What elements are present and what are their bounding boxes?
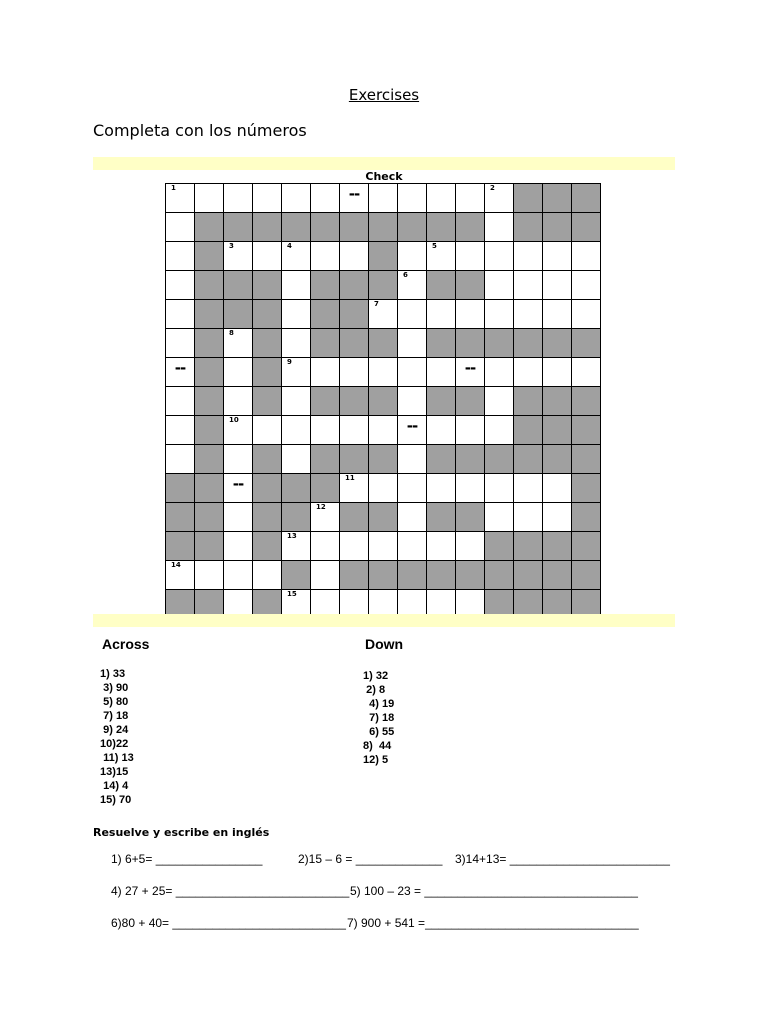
crossword-cell[interactable] bbox=[340, 416, 369, 445]
crossword-block-cell bbox=[514, 416, 543, 445]
crossword-block-cell bbox=[514, 329, 543, 358]
crossword-cell[interactable] bbox=[166, 387, 195, 416]
crossword-block-cell bbox=[253, 358, 282, 387]
crossword-cell[interactable] bbox=[485, 184, 514, 213]
crossword-block-cell bbox=[456, 445, 485, 474]
crossword-block-cell bbox=[253, 532, 282, 561]
crossword-cell[interactable] bbox=[514, 503, 543, 532]
crossword-cell[interactable] bbox=[224, 329, 253, 358]
crossword-cell[interactable] bbox=[311, 532, 340, 561]
crossword-cell[interactable] bbox=[369, 184, 398, 213]
crossword-cell[interactable] bbox=[224, 445, 253, 474]
clue-item: 2) 8 bbox=[360, 684, 386, 696]
crossword-block-cell bbox=[369, 213, 398, 242]
crossword-block-cell bbox=[340, 271, 369, 300]
crossword-cell[interactable] bbox=[311, 503, 340, 532]
crossword-cell[interactable] bbox=[224, 474, 253, 503]
crossword-cell[interactable] bbox=[311, 561, 340, 590]
crossword-cell[interactable] bbox=[282, 242, 311, 271]
crossword-cell[interactable] bbox=[456, 474, 485, 503]
crossword-cell[interactable] bbox=[456, 300, 485, 329]
clue-item: 14) 4 bbox=[97, 780, 129, 792]
hyphen-mark: -- bbox=[174, 359, 186, 377]
crossword-cell[interactable] bbox=[253, 561, 282, 590]
crossword-cell[interactable] bbox=[514, 474, 543, 503]
crossword-cell[interactable] bbox=[340, 242, 369, 271]
crossword-block-cell bbox=[456, 271, 485, 300]
crossword-block-cell bbox=[253, 213, 282, 242]
crossword-cell[interactable] bbox=[195, 561, 224, 590]
crossword-cell[interactable] bbox=[166, 213, 195, 242]
crossword-block-cell bbox=[195, 271, 224, 300]
crossword-block-cell bbox=[253, 474, 282, 503]
crossword-block-cell bbox=[572, 445, 601, 474]
crossword-block-cell bbox=[543, 416, 572, 445]
crossword-cell[interactable] bbox=[224, 242, 253, 271]
crossword-cell[interactable] bbox=[572, 300, 601, 329]
crossword-block-cell bbox=[456, 561, 485, 590]
crossword-block-cell bbox=[485, 561, 514, 590]
crossword-block-cell bbox=[427, 503, 456, 532]
crossword-block-cell bbox=[369, 445, 398, 474]
crossword-cell[interactable] bbox=[340, 358, 369, 387]
crossword-block-cell bbox=[543, 445, 572, 474]
clue-number: 7 bbox=[374, 300, 379, 308]
clue-number: 4 bbox=[287, 242, 292, 250]
exercise-item: 3)14+13= ________________________ bbox=[455, 852, 670, 866]
clue-number: 6 bbox=[403, 271, 408, 279]
crossword-cell[interactable] bbox=[456, 358, 485, 387]
clue-number: 2 bbox=[490, 184, 495, 192]
crossword-cell[interactable] bbox=[572, 242, 601, 271]
crossword-block-cell bbox=[456, 387, 485, 416]
clue-number: 8 bbox=[229, 329, 234, 337]
crossword-block-cell bbox=[514, 184, 543, 213]
crossword-block-cell bbox=[514, 532, 543, 561]
top-highlight-band bbox=[93, 157, 675, 170]
crossword-block-cell bbox=[456, 503, 485, 532]
crossword-cell[interactable] bbox=[543, 242, 572, 271]
instruction-heading: Completa con los números bbox=[93, 121, 307, 140]
crossword-cell[interactable] bbox=[166, 300, 195, 329]
crossword-cell[interactable] bbox=[398, 271, 427, 300]
crossword-block-cell bbox=[572, 184, 601, 213]
crossword-cell[interactable] bbox=[398, 532, 427, 561]
crossword-cell[interactable] bbox=[485, 242, 514, 271]
crossword-block-cell bbox=[543, 532, 572, 561]
hyphen-mark: -- bbox=[406, 417, 418, 435]
crossword-block-cell bbox=[311, 271, 340, 300]
crossword-cell[interactable] bbox=[398, 416, 427, 445]
crossword-cell[interactable] bbox=[427, 300, 456, 329]
crossword-block-cell bbox=[572, 329, 601, 358]
crossword-cell[interactable] bbox=[282, 184, 311, 213]
crossword-cell[interactable] bbox=[485, 416, 514, 445]
crossword-block-cell bbox=[514, 561, 543, 590]
crossword-cell[interactable] bbox=[340, 532, 369, 561]
crossword-block-cell bbox=[340, 503, 369, 532]
crossword-cell[interactable] bbox=[166, 271, 195, 300]
crossword-block-cell bbox=[369, 561, 398, 590]
crossword-block-cell bbox=[572, 387, 601, 416]
crossword-cell[interactable] bbox=[253, 416, 282, 445]
crossword-block-cell bbox=[195, 213, 224, 242]
across-clue-list bbox=[97, 667, 134, 807]
clue-item: 9) 24 bbox=[97, 724, 129, 736]
crossword-block-cell bbox=[456, 213, 485, 242]
crossword-block-cell bbox=[427, 271, 456, 300]
exercise-item: 6)80 + 40= __________________________ bbox=[111, 916, 346, 930]
crossword-cell[interactable] bbox=[427, 242, 456, 271]
crossword-cell[interactable] bbox=[311, 358, 340, 387]
crossword-block-cell bbox=[195, 474, 224, 503]
crossword-block-cell bbox=[311, 387, 340, 416]
crossword-block-cell bbox=[282, 213, 311, 242]
crossword-cell[interactable] bbox=[195, 184, 224, 213]
clue-number: 5 bbox=[432, 242, 437, 250]
clue-item: 15) 70 bbox=[97, 794, 132, 806]
crossword-block-cell bbox=[195, 242, 224, 271]
crossword-block-cell bbox=[485, 532, 514, 561]
crossword-block-cell bbox=[311, 213, 340, 242]
crossword-cell[interactable] bbox=[572, 271, 601, 300]
crossword-block-cell bbox=[572, 416, 601, 445]
crossword-cell[interactable] bbox=[166, 184, 195, 213]
crossword-cell[interactable] bbox=[485, 358, 514, 387]
crossword-cell[interactable] bbox=[340, 474, 369, 503]
crossword-block-cell bbox=[311, 300, 340, 329]
clue-number: 12 bbox=[316, 503, 326, 511]
crossword-cell[interactable] bbox=[514, 358, 543, 387]
crossword-block-cell bbox=[340, 387, 369, 416]
crossword-cell[interactable] bbox=[398, 474, 427, 503]
crossword-cell[interactable] bbox=[398, 329, 427, 358]
crossword-block-cell bbox=[485, 329, 514, 358]
crossword-block-cell bbox=[253, 300, 282, 329]
crossword-cell[interactable] bbox=[456, 532, 485, 561]
crossword-cell[interactable] bbox=[456, 416, 485, 445]
crossword-cell[interactable] bbox=[282, 445, 311, 474]
crossword-cell[interactable] bbox=[427, 532, 456, 561]
clue-number: 13 bbox=[287, 532, 297, 540]
crossword-block-cell bbox=[340, 561, 369, 590]
crossword-cell[interactable] bbox=[514, 271, 543, 300]
crossword-cell[interactable] bbox=[166, 329, 195, 358]
crossword-cell[interactable] bbox=[282, 329, 311, 358]
clue-item: 6) 55 bbox=[360, 726, 395, 738]
crossword-block-cell bbox=[195, 329, 224, 358]
crossword-cell[interactable] bbox=[514, 242, 543, 271]
crossword-cell[interactable] bbox=[224, 503, 253, 532]
crossword-cell[interactable] bbox=[485, 271, 514, 300]
crossword-block-cell bbox=[427, 445, 456, 474]
crossword-block-cell bbox=[340, 329, 369, 358]
crossword-cell[interactable] bbox=[224, 358, 253, 387]
clue-number: 15 bbox=[287, 590, 297, 598]
hyphen-mark: -- bbox=[348, 185, 360, 203]
crossword-cell[interactable] bbox=[282, 532, 311, 561]
crossword-cell[interactable] bbox=[282, 416, 311, 445]
crossword-cell[interactable] bbox=[398, 358, 427, 387]
crossword-cell[interactable] bbox=[485, 300, 514, 329]
crossword-cell[interactable] bbox=[398, 300, 427, 329]
crossword-cell[interactable] bbox=[253, 242, 282, 271]
down-heading: Down bbox=[365, 636, 404, 652]
crossword-block-cell bbox=[427, 329, 456, 358]
clue-number: 14 bbox=[171, 561, 181, 569]
crossword-cell[interactable] bbox=[543, 503, 572, 532]
exercise-item: 1) 6+5= ________________ bbox=[111, 852, 263, 866]
crossword-block-cell bbox=[340, 213, 369, 242]
crossword-block-cell bbox=[572, 213, 601, 242]
crossword-block-cell bbox=[543, 329, 572, 358]
crossword-block-cell bbox=[572, 532, 601, 561]
crossword-cell[interactable] bbox=[485, 503, 514, 532]
crossword-block-cell bbox=[369, 242, 398, 271]
hyphen-mark: -- bbox=[232, 475, 244, 493]
bottom-highlight-band bbox=[93, 614, 675, 627]
crossword-block-cell bbox=[485, 445, 514, 474]
crossword-block-cell bbox=[543, 387, 572, 416]
crossword-cell[interactable] bbox=[427, 474, 456, 503]
crossword-block-cell bbox=[543, 184, 572, 213]
crossword-block-cell bbox=[572, 474, 601, 503]
crossword-cell[interactable] bbox=[427, 416, 456, 445]
crossword-cell[interactable] bbox=[311, 242, 340, 271]
crossword-block-cell bbox=[195, 416, 224, 445]
down-clue-list bbox=[360, 669, 394, 767]
crossword-block-cell bbox=[166, 532, 195, 561]
clue-item: 3) 90 bbox=[97, 682, 129, 694]
crossword-block-cell bbox=[398, 213, 427, 242]
crossword-block-cell bbox=[195, 503, 224, 532]
crossword-cell[interactable] bbox=[224, 532, 253, 561]
crossword-block-cell bbox=[514, 213, 543, 242]
clue-number: 10 bbox=[229, 416, 239, 424]
crossword-block-cell bbox=[166, 503, 195, 532]
crossword-cell[interactable] bbox=[166, 445, 195, 474]
crossword-cell[interactable] bbox=[166, 358, 195, 387]
hyphen-mark: -- bbox=[464, 359, 476, 377]
crossword-cell[interactable] bbox=[543, 474, 572, 503]
crossword-cell[interactable] bbox=[224, 387, 253, 416]
clue-number: 11 bbox=[345, 474, 355, 482]
crossword-cell[interactable] bbox=[427, 184, 456, 213]
crossword-block-cell bbox=[427, 561, 456, 590]
crossword-block-cell bbox=[311, 329, 340, 358]
crossword-block-cell bbox=[311, 445, 340, 474]
crossword-cell[interactable] bbox=[369, 416, 398, 445]
check-label: Check bbox=[365, 170, 403, 183]
crossword-block-cell bbox=[253, 271, 282, 300]
crossword-block-cell bbox=[282, 561, 311, 590]
crossword-block-cell bbox=[166, 474, 195, 503]
exercise-item: 4) 27 + 25= __________________________ bbox=[111, 884, 350, 898]
crossword-cell[interactable] bbox=[572, 358, 601, 387]
crossword-block-cell bbox=[369, 329, 398, 358]
crossword-block-cell bbox=[253, 329, 282, 358]
crossword-cell[interactable] bbox=[166, 242, 195, 271]
crossword-block-cell bbox=[282, 503, 311, 532]
clue-item: 8) 44 bbox=[360, 740, 392, 752]
crossword-block-cell bbox=[514, 387, 543, 416]
crossword-block-cell bbox=[427, 213, 456, 242]
clue-item: 1) 33 bbox=[97, 668, 126, 680]
crossword-cell[interactable] bbox=[224, 561, 253, 590]
crossword-cell[interactable] bbox=[282, 358, 311, 387]
crossword-block-cell bbox=[456, 329, 485, 358]
crossword-cell[interactable] bbox=[311, 416, 340, 445]
crossword-block-cell bbox=[224, 271, 253, 300]
crossword-cell[interactable] bbox=[427, 358, 456, 387]
crossword-cell[interactable] bbox=[282, 300, 311, 329]
crossword-block-cell bbox=[224, 213, 253, 242]
crossword-cell[interactable] bbox=[456, 242, 485, 271]
crossword-cell[interactable] bbox=[398, 445, 427, 474]
clue-item: 5) 80 bbox=[97, 696, 129, 708]
crossword-cell[interactable] bbox=[340, 184, 369, 213]
crossword-cell[interactable] bbox=[543, 271, 572, 300]
crossword-block-cell bbox=[195, 532, 224, 561]
page-title: Exercises bbox=[348, 86, 420, 104]
crossword-cell[interactable] bbox=[398, 503, 427, 532]
crossword-block-cell bbox=[253, 503, 282, 532]
crossword-block-cell bbox=[311, 474, 340, 503]
crossword-cell[interactable] bbox=[253, 184, 282, 213]
crossword-block-cell bbox=[369, 387, 398, 416]
crossword-block-cell bbox=[398, 561, 427, 590]
crossword-cell[interactable] bbox=[398, 184, 427, 213]
clue-number: 9 bbox=[287, 358, 292, 366]
crossword-block-cell bbox=[543, 213, 572, 242]
crossword-block-cell bbox=[282, 474, 311, 503]
crossword-cell[interactable] bbox=[485, 213, 514, 242]
crossword-cell[interactable] bbox=[369, 474, 398, 503]
crossword-cell[interactable] bbox=[166, 416, 195, 445]
crossword-block-cell bbox=[253, 445, 282, 474]
crossword-block-cell bbox=[369, 503, 398, 532]
crossword-block-cell bbox=[427, 387, 456, 416]
crossword-cell[interactable] bbox=[398, 242, 427, 271]
crossword-block-cell bbox=[195, 300, 224, 329]
crossword-cell[interactable] bbox=[514, 300, 543, 329]
crossword-cell[interactable] bbox=[224, 416, 253, 445]
crossword-cell[interactable] bbox=[543, 300, 572, 329]
clue-item: 1) 32 bbox=[360, 670, 389, 682]
crossword-block-cell bbox=[195, 445, 224, 474]
crossword-cell[interactable] bbox=[369, 358, 398, 387]
exercise-item: 2)15 – 6 = _____________ bbox=[298, 852, 443, 866]
clue-item: 7) 18 bbox=[360, 712, 395, 724]
crossword-cell[interactable] bbox=[369, 532, 398, 561]
crossword-block-cell bbox=[543, 561, 572, 590]
crossword-block-cell bbox=[195, 387, 224, 416]
clue-item: 11) 13 bbox=[97, 752, 134, 764]
crossword-block-cell bbox=[369, 271, 398, 300]
clue-number: 3 bbox=[229, 242, 234, 250]
crossword-cell[interactable] bbox=[166, 561, 195, 590]
crossword-cell[interactable] bbox=[282, 271, 311, 300]
clue-number: 1 bbox=[171, 184, 176, 192]
exercise-item: 7) 900 + 541 =________________________________ bbox=[347, 916, 639, 930]
crossword-block-cell bbox=[195, 358, 224, 387]
clue-item: 10)22 bbox=[97, 738, 129, 750]
crossword-block-cell bbox=[340, 445, 369, 474]
crossword-block-cell bbox=[340, 300, 369, 329]
crossword-block-cell bbox=[253, 387, 282, 416]
crossword-cell[interactable] bbox=[369, 300, 398, 329]
crossword-cell[interactable] bbox=[543, 358, 572, 387]
clue-item: 7) 18 bbox=[97, 710, 129, 722]
crossword-block-cell bbox=[514, 445, 543, 474]
crossword-cell[interactable] bbox=[224, 184, 253, 213]
crossword-grid bbox=[165, 183, 601, 619]
crossword-cell[interactable] bbox=[485, 387, 514, 416]
clue-item: 13)15 bbox=[97, 766, 129, 778]
crossword-block-cell bbox=[224, 300, 253, 329]
resuelve-heading: Resuelve y escribe en inglés bbox=[93, 826, 270, 839]
crossword-cell[interactable] bbox=[282, 387, 311, 416]
clue-item: 12) 5 bbox=[360, 754, 389, 766]
crossword-cell[interactable] bbox=[485, 474, 514, 503]
across-heading: Across bbox=[102, 636, 150, 652]
exercise-item: 5) 100 – 23 = ________________________________ bbox=[350, 884, 638, 898]
clue-item: 4) 19 bbox=[360, 698, 395, 710]
crossword-block-cell bbox=[572, 503, 601, 532]
crossword-block-cell bbox=[572, 561, 601, 590]
crossword-cell[interactable] bbox=[311, 184, 340, 213]
crossword-cell[interactable] bbox=[398, 387, 427, 416]
crossword-cell[interactable] bbox=[456, 184, 485, 213]
